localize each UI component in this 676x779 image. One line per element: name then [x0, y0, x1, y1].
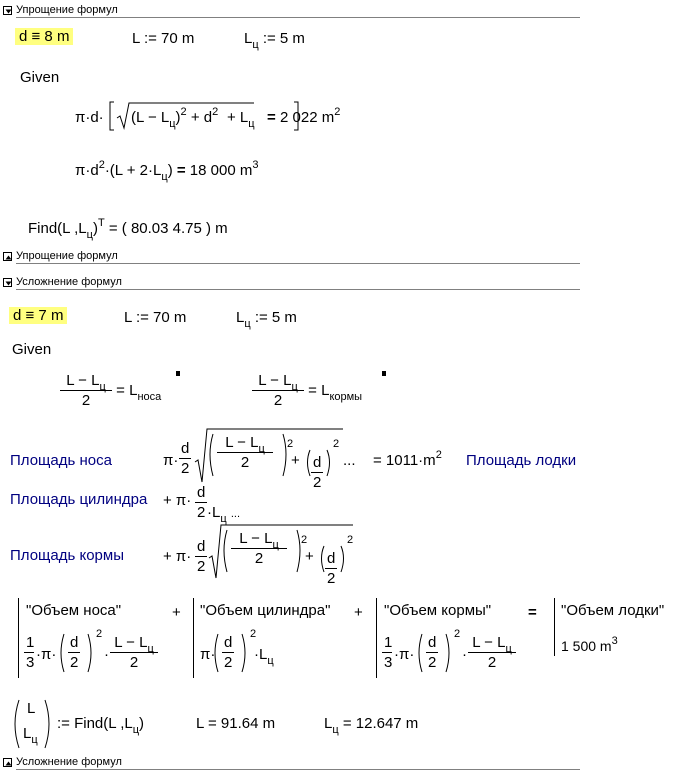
solve-assign[interactable] — [57, 715, 145, 736]
stern-length-constraint[interactable] — [252, 372, 362, 409]
fraction-denominator: 2 — [129, 654, 139, 671]
region-divider — [16, 769, 580, 770]
matrix-left-bar — [193, 598, 194, 678]
continuation-dots: ... — [343, 452, 356, 469]
stern-area-expression[interactable]: + π· d 2 $L - L_ц$ 2 2 + d 2 2 — [163, 522, 363, 580]
fraction-denominator: 2 — [254, 550, 264, 567]
fraction-denominator: 2 — [240, 454, 250, 471]
collapse-triangle-icon[interactable] — [3, 6, 12, 15]
find-transpose: T — [97, 217, 105, 229]
d-over-2 — [195, 484, 207, 521]
sq-exponent: 2 — [287, 438, 294, 450]
find-call: Find(L ,L — [28, 220, 87, 237]
bar — [24, 652, 34, 653]
expand-triangle-icon[interactable] — [3, 758, 12, 767]
vol-pi: π· — [200, 646, 216, 663]
vector-Lc-text: L — [23, 725, 32, 742]
nose-rhs — [116, 382, 162, 403]
sq-exponent: 2 — [454, 628, 461, 640]
vector-Lc-sub: ц — [31, 734, 38, 746]
sq-exponent: 2 — [250, 628, 257, 640]
half-length-fraction — [468, 634, 516, 671]
d: d — [428, 634, 437, 651]
d-definition[interactable]: d ≡ 8 m — [15, 28, 73, 45]
eq2-prefix: π·d — [75, 162, 99, 179]
two: 2 — [70, 654, 79, 671]
region-header-label: Упрощение формул — [16, 4, 118, 16]
region-footer-label: Упрощение формул — [16, 250, 118, 262]
stern-eq: = L — [308, 382, 330, 399]
eq2-close: ) — [167, 162, 173, 179]
two: 2 — [181, 460, 190, 477]
solve-call: := Find(L ,L — [57, 715, 133, 732]
num-text: L − L — [225, 434, 259, 451]
Lc-definition[interactable] — [236, 309, 297, 330]
region-divider — [16, 17, 580, 18]
eq1-unit-pow: 2 — [334, 106, 341, 118]
eq2-equals: = — [176, 162, 186, 179]
region-header-complicate[interactable] — [0, 277, 676, 290]
find-values: = ( 80.03 4.75 ) m — [108, 220, 228, 237]
eq1-inner — [131, 106, 219, 130]
d-over-2 — [222, 634, 234, 671]
label-nose-area: Площадь носа — [10, 452, 112, 469]
num-sub: ц — [258, 443, 265, 455]
area-pi: π· — [163, 452, 179, 469]
eq1-inner-close: ) — [175, 109, 181, 126]
cyl-sub: ц — [220, 513, 227, 525]
vol-Lc-sub: ц — [267, 655, 274, 667]
eq1-unit: m — [321, 109, 335, 126]
vol-nose-title: "Объем носа" — [26, 602, 122, 619]
Lc-subscript: ц — [252, 39, 259, 51]
num-sub: ц — [99, 381, 106, 393]
num-text: L − L — [239, 530, 273, 547]
nose-sub: носа — [137, 391, 162, 403]
region-footer-complicate[interactable] — [0, 757, 676, 770]
bar — [222, 652, 234, 653]
vol-stern-title: "Объем кормы" — [384, 602, 492, 619]
given-keyword: Given — [20, 69, 60, 86]
fraction-denominator: 2 — [81, 392, 91, 409]
num-text: L − L — [66, 372, 100, 389]
find-result[interactable] — [28, 217, 228, 241]
region-footer-simplify[interactable] — [0, 251, 676, 264]
Lc-definition[interactable] — [244, 30, 305, 51]
eq1-d-square: 2 — [212, 106, 219, 118]
eq2-sub: ц — [161, 171, 168, 183]
eq2-unit-pow: 3 — [252, 159, 259, 171]
res-Lc-sub: ц — [332, 724, 339, 736]
eq2-value: 18 000 — [189, 162, 236, 179]
region-divider — [16, 289, 580, 290]
region-header-simplify[interactable] — [0, 5, 676, 18]
eq1-plus-L — [227, 109, 255, 130]
bar — [68, 652, 80, 653]
solve-close: ) — [139, 715, 145, 732]
result-pow: 2 — [435, 449, 442, 461]
vol-cyl-expression[interactable] — [200, 630, 300, 676]
sq-exponent: 2 — [301, 534, 308, 546]
eq1-result — [280, 106, 341, 126]
eq1-inner-sub: ц — [169, 118, 176, 130]
vol-pi: ·π· — [394, 646, 415, 663]
eq1-equals: = — [267, 109, 276, 126]
fraction-denominator: 2 — [273, 392, 283, 409]
cyl-plus-pi: + π· — [163, 492, 192, 509]
stern-sub: кормы — [329, 391, 363, 403]
Lc-value: := 5 m — [262, 30, 305, 47]
stern-rhs — [308, 382, 363, 403]
bar — [195, 502, 207, 503]
d-over-2 — [179, 440, 191, 477]
eq1-plus-L-text: + L — [227, 109, 249, 126]
num-text: L − L — [258, 372, 292, 389]
collapse-triangle-icon[interactable] — [3, 278, 12, 287]
expand-triangle-icon[interactable] — [3, 252, 12, 261]
d-over-2 — [311, 454, 323, 491]
half-length-fraction — [110, 634, 158, 671]
matrix-left-bar — [554, 598, 555, 656]
d-over-2 — [195, 538, 207, 575]
region-header-label: Усложнение формул — [16, 276, 122, 288]
eq2-d-pow: 2 — [98, 159, 105, 171]
d-over-2 — [325, 550, 337, 587]
d: d — [224, 634, 233, 651]
nose-area-expression[interactable]: π· d 2 $L - L_ц$ 2 2 + d 2 2 ... = $1011\cdot m^2$ — [163, 426, 463, 484]
vol-boat-value[interactable] — [561, 635, 618, 655]
bar — [195, 556, 207, 557]
res-Lc-symbol: L — [324, 715, 333, 732]
cyl-tail-text: ·L — [207, 504, 221, 521]
fraction-numerator — [110, 634, 158, 655]
nose-length-constraint[interactable] — [60, 372, 161, 409]
num-text: L − L — [114, 634, 148, 651]
matrix-left-bar — [18, 598, 19, 678]
two: 2 — [197, 504, 206, 521]
d: d — [197, 484, 206, 501]
half-length-fraction — [252, 372, 304, 409]
result-Lc[interactable] — [324, 715, 419, 736]
find-sub: ц — [86, 229, 93, 241]
sq-exponent: 2 — [333, 438, 340, 450]
num-sub: ц — [505, 643, 512, 655]
three: 3 — [26, 654, 35, 671]
equation-volume[interactable] — [75, 159, 259, 183]
three: 3 — [384, 654, 393, 671]
Lc-symbol: L — [236, 309, 245, 326]
eq1-square: 2 — [180, 106, 187, 118]
region-footer-label: Усложнение формул — [16, 756, 122, 768]
num-sub: ц — [147, 643, 154, 655]
fraction-numerator — [468, 634, 516, 655]
cyl-dots: ... — [230, 508, 240, 520]
stern-plus-pi: + π· — [163, 548, 192, 565]
num-text: L − L — [472, 634, 506, 651]
label-boat-area: Площадь лодки — [466, 452, 577, 469]
eq1-inner-text: (L − L — [131, 109, 170, 126]
vol-plus-1: + — [172, 604, 181, 621]
result-text: = 1011·m — [373, 452, 436, 469]
eq2-unit: m — [239, 162, 253, 179]
L-definition[interactable]: L := 70 m — [132, 30, 195, 47]
constraint-marker — [176, 371, 180, 376]
vol-stern-expression[interactable] — [382, 630, 522, 676]
bar — [382, 652, 392, 653]
nose-eq: = L — [116, 382, 138, 399]
half-length-fraction — [231, 530, 287, 567]
label-cylinder-area: Площадь цилиндра — [10, 491, 148, 508]
bar — [325, 568, 337, 569]
eq1-plus-d: + d — [190, 109, 213, 126]
fraction-numerator — [217, 434, 273, 455]
matrix-left-bar — [376, 598, 377, 678]
find-close: ) — [92, 220, 98, 237]
vol-boat-number: 1 500 m — [561, 638, 612, 654]
vector-L: L — [27, 700, 36, 717]
label-stern-area: Площадь кормы — [10, 547, 124, 564]
two: 2 — [224, 654, 233, 671]
two: 2 — [313, 474, 322, 491]
Lc-symbol: L — [244, 30, 253, 47]
d-definition[interactable]: d ≡ 7 m — [9, 307, 67, 324]
two: 2 — [197, 558, 206, 575]
vol-equals: = — [528, 604, 537, 621]
d-over-2 — [426, 634, 438, 671]
vol-boat-title: "Объем лодки" — [561, 602, 665, 619]
eq1-L-sub: ц — [248, 118, 255, 130]
bar — [426, 652, 438, 653]
fraction-numerator — [231, 530, 287, 551]
two: 2 — [327, 570, 336, 587]
bar — [311, 472, 323, 473]
d: d — [181, 440, 190, 457]
fraction-numerator — [60, 372, 112, 393]
vol-pi: ·π· — [36, 646, 57, 663]
eq1-prefix: π·d· — [75, 109, 104, 126]
given-keyword: Given — [12, 341, 52, 358]
nose-area-result — [373, 449, 442, 469]
one-third — [382, 634, 392, 671]
half-length-fraction — [217, 434, 273, 471]
one-third — [24, 634, 34, 671]
vol-boat-pow: 3 — [611, 635, 618, 647]
dot: · — [462, 646, 467, 663]
bar — [179, 458, 191, 459]
vector-Lc — [23, 725, 38, 746]
num-sub: ц — [272, 539, 279, 551]
one: 1 — [26, 634, 35, 651]
constraint-marker — [382, 371, 386, 376]
cyl-tail — [207, 504, 240, 525]
d: d — [70, 634, 79, 651]
fraction-numerator — [252, 372, 304, 393]
solve-sub: ц — [132, 724, 140, 736]
result-L[interactable]: L = 91.64 m — [196, 715, 276, 732]
res-Lc-value: = 12.647 m — [342, 715, 419, 732]
d: d — [197, 538, 206, 555]
L-definition[interactable]: L := 70 m — [124, 309, 187, 326]
d: d — [327, 550, 336, 567]
cylinder-area-expression[interactable] — [163, 484, 283, 524]
solve-vector[interactable] — [12, 698, 52, 750]
Lc-subscript: ц — [244, 318, 251, 330]
vol-cyl-title: "Объем цилиндра" — [200, 602, 331, 619]
d: d — [313, 454, 322, 471]
d-over-2 — [68, 634, 80, 671]
fraction-denominator: 2 — [487, 654, 497, 671]
num-sub: ц — [291, 381, 298, 393]
eq1-value: 2 022 — [280, 109, 318, 126]
region-divider — [16, 263, 580, 264]
sq-exponent: 2 — [347, 534, 354, 546]
vol-plus-2: + — [354, 604, 363, 621]
half-length-fraction — [60, 372, 112, 409]
eq2-mid: ·(L + 2·L — [104, 162, 162, 179]
sq-exponent: 2 — [96, 628, 103, 640]
Lc-value: := 5 m — [254, 309, 297, 326]
dot: · — [104, 646, 109, 663]
vol-Lc: ·L — [254, 646, 268, 663]
vol-cyl-tail — [254, 646, 274, 667]
vol-nose-expression[interactable] — [24, 630, 164, 676]
one: 1 — [384, 634, 393, 651]
two: 2 — [428, 654, 437, 671]
